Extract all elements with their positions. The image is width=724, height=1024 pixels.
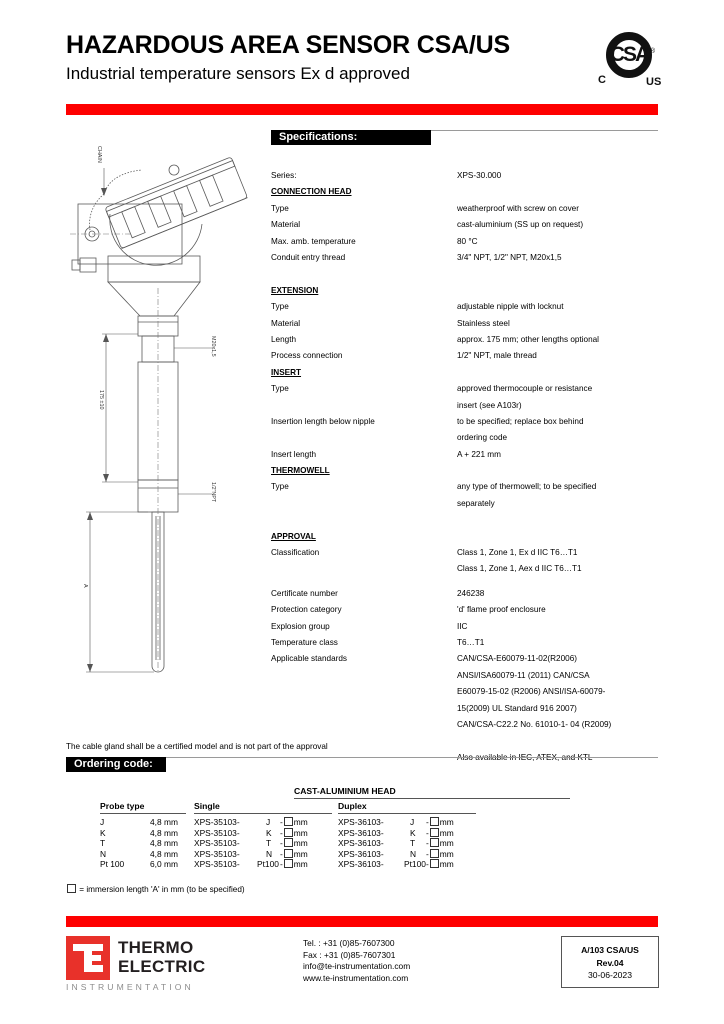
- column-rule-duplex: [338, 813, 476, 814]
- table-row: [100, 828, 490, 839]
- spec-value: approved thermocouple or resistance: [457, 384, 593, 394]
- cell-duplex-code: XPS-36103-: [338, 859, 384, 870]
- contact-email[interactable]: info@te-instrumentation.com: [303, 961, 411, 972]
- spacer: [271, 733, 665, 749]
- cell-duplex-unit: mm: [439, 859, 454, 870]
- spec-label: Type: [271, 384, 289, 394]
- cell-diameter: 4,8 mm: [150, 838, 178, 849]
- spec-row-insert-length: [271, 447, 665, 463]
- spec-label: Type: [271, 482, 289, 492]
- spec-value: adjustable nipple with locknut: [457, 302, 564, 312]
- spec-value: 1/2" NPT, male thread: [457, 351, 537, 361]
- cell-duplex-length: - mm: [426, 817, 454, 827]
- csa-monogram: CSA: [609, 43, 649, 66]
- immersion-length-box[interactable]: [284, 838, 293, 847]
- cell-duplex-type: J: [410, 817, 415, 827]
- cell-single-type: T: [266, 838, 272, 849]
- immersion-length-box[interactable]: [284, 859, 293, 868]
- contact-website[interactable]: www.te-instrumentation.com: [303, 972, 409, 983]
- cell-single-length: - mm: [280, 838, 308, 849]
- spec-label: Insert length: [271, 449, 317, 459]
- spec-row-temperature-class: [271, 635, 665, 651]
- cell-probe-type: K: [100, 827, 106, 838]
- spacer: [271, 512, 665, 528]
- cell-duplex-code: XPS-36103-: [338, 817, 384, 827]
- spec-row-series: [271, 168, 665, 184]
- table-row: [100, 859, 490, 870]
- table-row: [100, 849, 490, 860]
- spec-heading-insert: INSERT: [271, 367, 302, 377]
- immersion-length-box[interactable]: [284, 849, 293, 858]
- spec-row-extension-material: [271, 316, 665, 332]
- spec-value: cast-aluminium (SS up on request): [457, 220, 584, 230]
- spec-label: Explosion group: [271, 621, 330, 631]
- cell-duplex-code: XPS-36103-: [338, 848, 384, 859]
- cell-single-unit: mm: [293, 838, 308, 849]
- spec-value: CAN/CSA-C22.2 No. 61010-1- 04 (R2009): [457, 719, 612, 729]
- cell-diameter: 4,8 mm: [150, 817, 178, 827]
- company-name-line2: ELECTRIC: [118, 957, 206, 976]
- column-header-duplex: Duplex: [338, 801, 367, 811]
- registered-trademark-icon: ®: [650, 48, 656, 55]
- spec-row-certificate-number: [271, 586, 665, 602]
- spec-value: T6…T1: [457, 638, 485, 648]
- immersion-length-note-text: = immersion length 'A' in mm (to be specified): [79, 885, 245, 894]
- column-rule-single: [194, 813, 332, 814]
- spec-row-thermowell-type-cont: [271, 496, 665, 512]
- spec-value: 15(2009) UL Standard 916 2007): [457, 703, 577, 713]
- cell-single-unit: mm: [293, 827, 308, 838]
- spec-value: to be specified; replace box behind: [457, 416, 584, 426]
- specifications-banner: Specifications:: [271, 130, 431, 145]
- csa-us-mark: US: [646, 76, 662, 88]
- drawing-label-process-thread: 1/2"NPT: [210, 482, 216, 503]
- cell-single-length: - mm: [280, 827, 308, 838]
- cell-probe-type: Pt 100: [100, 859, 125, 870]
- sensor-technical-drawing: [62, 138, 267, 688]
- spec-value: 246238: [457, 588, 485, 598]
- drawing-dimension-insertion: A: [82, 584, 88, 588]
- spec-label: Protection category: [271, 605, 342, 615]
- spec-value: approx. 175 mm; other lengths optional: [457, 334, 600, 344]
- spec-label: Series:: [271, 171, 297, 180]
- immersion-length-box[interactable]: [430, 849, 439, 858]
- sensor-drawing-svg: [62, 138, 267, 688]
- spec-value: separately: [457, 498, 495, 508]
- spacer: [271, 578, 665, 586]
- spec-row-thermowell-type: [271, 479, 665, 495]
- company-name-line1: THERMO: [118, 938, 194, 957]
- column-rule-probe-type: [100, 813, 186, 814]
- spec-value: Class 1, Zone 1, Aex d IIC T6…T1: [457, 564, 582, 574]
- contact-block: [303, 938, 410, 984]
- contact-fax: Fax : +31 (0)85-7607301: [303, 949, 396, 960]
- immersion-length-box[interactable]: [430, 817, 439, 826]
- spec-heading-connection-head: CONNECTION HEAD: [271, 187, 352, 197]
- spec-value: ordering code: [457, 433, 508, 443]
- spec-row-classification-cont: [271, 561, 665, 577]
- cell-diameter: 4,8 mm: [150, 827, 178, 838]
- spec-value: Class 1, Zone 1, Ex d IIC T6…T1: [457, 548, 578, 558]
- spec-label: Classification: [271, 548, 320, 558]
- cell-probe-type: T: [100, 838, 106, 849]
- cell-probe-type: J: [100, 817, 105, 827]
- cell-single-length: - mm: [280, 848, 308, 859]
- csa-certification-logo: [598, 32, 664, 94]
- spec-value: 80 °C: [457, 236, 478, 246]
- spec-value: any type of thermowell; to be specified: [457, 482, 597, 492]
- cell-single-unit: mm: [293, 817, 308, 827]
- spec-row-insert-type-cont: [271, 398, 665, 414]
- spec-label: Conduit entry thread: [271, 252, 346, 262]
- spec-row-protection-category: [271, 602, 665, 618]
- spec-row-standards-line-3: [271, 684, 665, 700]
- csa-canada-mark: C: [598, 74, 606, 86]
- spec-value: ANSI/ISA60079-11 (2011) CAN/CSA: [457, 670, 590, 680]
- cell-single-type: J: [266, 817, 271, 827]
- cell-duplex-unit: mm: [439, 827, 454, 838]
- cell-duplex-length: - mm: [426, 838, 454, 849]
- company-name-line3: INSTRUMENTATION: [66, 982, 194, 992]
- cell-single-type: K: [266, 827, 272, 838]
- cell-duplex-unit: mm: [439, 817, 454, 827]
- spec-row-extension-type: [271, 299, 665, 315]
- document-date: 30-06-2023: [588, 970, 632, 981]
- footer-accent-bar: [66, 916, 658, 927]
- spec-row-explosion-group: [271, 619, 665, 635]
- cell-diameter: 6,0 mm: [150, 859, 178, 870]
- spec-value: IIC: [457, 621, 468, 631]
- spec-value: Stainless steel: [457, 318, 510, 328]
- spec-label: Type: [271, 302, 289, 312]
- cell-duplex-unit: mm: [439, 838, 454, 849]
- cell-duplex-type: T: [410, 838, 416, 849]
- ordering-column-headers: [100, 801, 490, 814]
- spec-row-head-temperature: [271, 234, 665, 250]
- cell-single-type: N: [266, 848, 273, 859]
- spec-value: E60079-15-02 (R2006) ANSI/ISA-60079-: [457, 687, 606, 697]
- drawing-label-head-thread: M20x1,5: [210, 336, 216, 357]
- cell-single-length: - mm: [280, 859, 308, 870]
- cell-single-code: XPS-35103-: [194, 817, 240, 827]
- page-subtitle: Industrial temperature sensors Ex d approved: [66, 64, 410, 83]
- spec-row-insert-type: [271, 381, 665, 397]
- cell-duplex-unit: mm: [439, 848, 454, 859]
- document-reference-box: [561, 936, 659, 988]
- spec-row-classification: [271, 545, 665, 561]
- spec-value: weatherproof with screw on cover: [457, 203, 579, 213]
- cell-duplex-type: N: [410, 848, 417, 859]
- cell-single-code: XPS-35103-: [194, 848, 240, 859]
- immersion-length-box[interactable]: [430, 828, 439, 837]
- header-accent-bar: [66, 104, 658, 115]
- te-logo-mark: [66, 936, 110, 980]
- page-header: [66, 30, 658, 86]
- spec-heading-thermowell: THERMOWELL: [271, 466, 330, 476]
- spec-label: Max. amb. temperature: [271, 236, 356, 246]
- spec-label: Certificate number: [271, 588, 338, 598]
- ordering-code-banner: Ordering code:: [66, 757, 166, 772]
- immersion-length-box-icon: [67, 884, 76, 893]
- cell-duplex-code: XPS-36103-: [338, 838, 384, 849]
- cell-probe-type: N: [100, 848, 107, 859]
- spec-value: insert (see A103r): [457, 400, 522, 410]
- spec-label: Insertion length below nipple: [271, 416, 375, 426]
- table-row: [100, 817, 490, 828]
- spec-label: Temperature class: [271, 638, 338, 648]
- spec-label: Length: [271, 334, 297, 344]
- spacer: [271, 266, 665, 282]
- spec-value: 'd' flame proof enclosure: [457, 605, 546, 615]
- spec-row-standards-line-2: [271, 668, 665, 684]
- cell-single-length: - mm: [280, 817, 308, 827]
- spec-label: Material: [271, 318, 301, 328]
- immersion-length-note: [66, 884, 245, 894]
- spec-value: CAN/CSA-E60079-11-02(R2006): [457, 654, 577, 664]
- ordering-head-rule: [294, 798, 570, 799]
- spec-value: XPS-30.000: [457, 171, 502, 180]
- ordering-banner-rule: [166, 757, 658, 758]
- spec-row-head-conduit: [271, 250, 665, 266]
- cell-single-code: XPS-35103-: [194, 827, 240, 838]
- cell-duplex-type: K: [410, 827, 416, 838]
- spec-row-standards-line-4: [271, 701, 665, 717]
- cell-single-unit: mm: [293, 859, 308, 870]
- immersion-length-box[interactable]: [284, 817, 293, 826]
- te-logo-e-mid: [92, 955, 101, 961]
- drawing-label-chain: CHAIN: [96, 146, 102, 163]
- spec-heading-extension: EXTENSION: [271, 285, 319, 295]
- drawing-dimension-extension: 175 ±10: [98, 390, 104, 410]
- cell-duplex-length: - mm: [426, 848, 454, 859]
- te-logo-t-stem: [84, 944, 92, 972]
- spec-label: Applicable standards: [271, 654, 348, 664]
- cell-single-type: Pt100: [257, 859, 279, 870]
- column-header-single: Single: [194, 801, 220, 811]
- page-title: HAZARDOUS AREA SENSOR CSA/US: [66, 31, 510, 59]
- cell-single-code: XPS-35103-: [194, 859, 240, 870]
- te-logo-e-bottom: [92, 965, 103, 972]
- spec-row-standards-line-5: [271, 717, 665, 733]
- spec-label: Process connection: [271, 351, 343, 361]
- immersion-length-box[interactable]: [284, 828, 293, 837]
- spec-row-applicable-standards: [271, 651, 665, 667]
- column-header-probe-type: Probe type: [100, 801, 145, 811]
- cable-gland-note: The cable gland shall be a certified model and is not part of the approval: [66, 742, 328, 751]
- cell-single-unit: mm: [293, 848, 308, 859]
- specifications-list: [271, 168, 665, 766]
- spec-label: Type: [271, 203, 289, 213]
- immersion-length-box[interactable]: [430, 838, 439, 847]
- spec-value: A + 221 mm: [457, 449, 501, 459]
- table-row: [100, 838, 490, 849]
- document-reference: A/103 CSA/US: [581, 945, 639, 955]
- specifications-banner-rule: [431, 130, 658, 131]
- spec-row-insertion-length-cont: [271, 430, 665, 446]
- te-logo-e-top: [92, 944, 103, 951]
- contact-tel: Tel. : +31 (0)85-7607300: [303, 938, 395, 948]
- spec-row-extension-process: [271, 348, 665, 364]
- spec-row-head-material: [271, 217, 665, 233]
- cell-duplex-length: - mm: [426, 827, 454, 838]
- spec-label: Material: [271, 220, 301, 230]
- spec-row-extension-length: [271, 332, 665, 348]
- spec-row-insertion-length: [271, 414, 665, 430]
- immersion-length-box[interactable]: [430, 859, 439, 868]
- spec-heading-approval: APPROVAL: [271, 531, 316, 541]
- cell-duplex-code: XPS-36103-: [338, 827, 384, 838]
- ordering-rows: [100, 817, 490, 870]
- ordering-head-title: CAST-ALUMINIUM HEAD: [294, 786, 396, 796]
- document-revision: Rev.04: [596, 957, 624, 968]
- cell-diameter: 4,8 mm: [150, 848, 178, 859]
- spec-value: 3/4" NPT, 1/2" NPT, M20x1,5: [457, 252, 562, 262]
- cell-duplex-length: - mm: [426, 859, 454, 870]
- cell-duplex-type: Pt100: [404, 859, 426, 870]
- cell-single-code: XPS-35103-: [194, 838, 240, 849]
- spec-row-head-type: [271, 201, 665, 217]
